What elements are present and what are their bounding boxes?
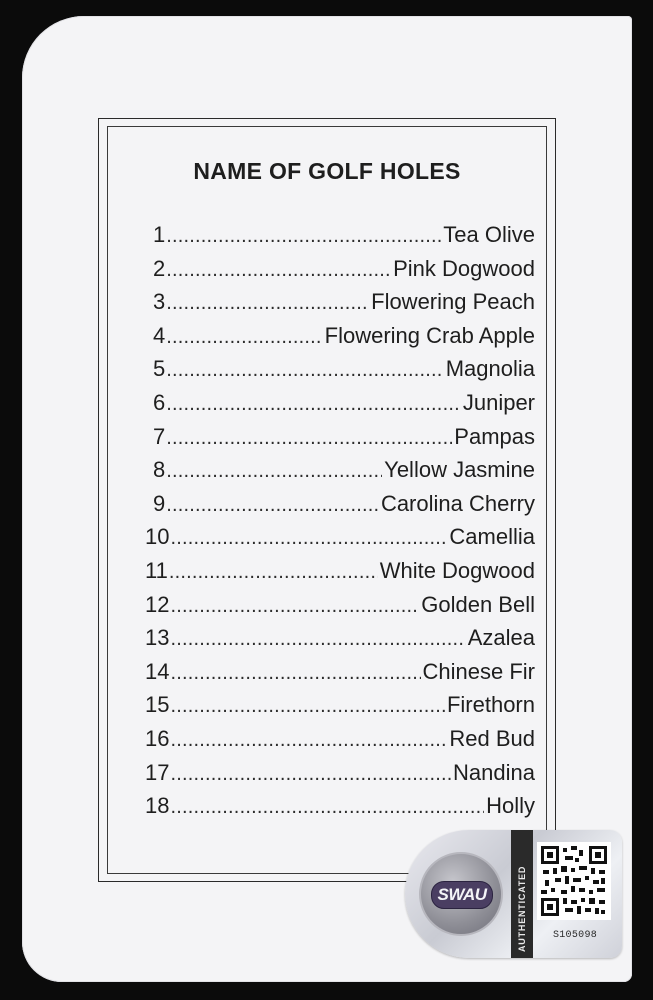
hole-name: Carolina Cherry	[380, 490, 535, 516]
hole-number: 9	[153, 490, 166, 516]
hole-number: 5	[153, 356, 166, 382]
hole-name: Flowering Crab Apple	[324, 322, 535, 348]
hole-number: 4	[153, 322, 166, 348]
hole-name: White Dogwood	[379, 557, 535, 583]
hole-name: Yellow Jasmine	[384, 457, 535, 483]
dot-leader	[166, 326, 322, 349]
hole-row	[145, 558, 535, 592]
hole-name: Nandina	[453, 759, 535, 785]
hole-number: 7	[153, 423, 166, 449]
dot-leader	[170, 628, 465, 651]
authenticated-label: AUTHENTICATED	[517, 865, 527, 952]
hole-row	[145, 793, 535, 827]
hole-number: 12	[145, 591, 170, 617]
hole-number: 2	[153, 255, 166, 281]
hole-name: Azalea	[467, 625, 535, 651]
hole-name: Holly	[486, 793, 535, 819]
swau-logo: SWAU	[431, 881, 493, 909]
hole-row	[145, 592, 535, 626]
dot-leader	[170, 695, 444, 718]
hole-row	[145, 491, 535, 525]
hole-row	[145, 356, 535, 390]
hole-number: 8	[153, 457, 166, 483]
hole-number: 16	[145, 725, 170, 751]
hole-number: 6	[153, 389, 166, 415]
hole-name: Chinese Fir	[422, 658, 535, 684]
dot-leader	[166, 427, 452, 450]
dot-leader	[166, 225, 441, 248]
hole-name: Pink Dogwood	[393, 255, 535, 281]
hole-name: Pampas	[454, 423, 535, 449]
dot-leader	[170, 763, 451, 786]
dot-leader	[170, 595, 419, 618]
dot-leader	[166, 393, 461, 416]
hole-row	[145, 424, 535, 458]
hole-row	[145, 222, 535, 256]
dot-leader	[170, 527, 447, 550]
hole-number: 11	[145, 557, 168, 583]
card-title: NAME OF GOLF HOLES	[193, 158, 461, 184]
hole-row	[145, 289, 535, 323]
hole-name: Golden Bell	[421, 591, 535, 617]
hole-number: 15	[145, 692, 170, 718]
hole-row	[145, 323, 535, 357]
dot-leader	[170, 796, 484, 819]
hole-name: Firethorn	[446, 692, 535, 718]
hole-row	[145, 524, 535, 558]
hole-name: Magnolia	[445, 356, 535, 382]
hole-number: 13	[145, 625, 170, 651]
hole-number: 1	[153, 222, 166, 247]
hole-number: 3	[153, 289, 166, 315]
hole-number: 14	[145, 658, 170, 684]
hologram-seal	[419, 852, 503, 936]
authentication-sticker	[405, 830, 622, 958]
dot-leader	[166, 359, 443, 382]
dot-leader	[169, 561, 378, 584]
hole-name: Tea Olive	[443, 222, 535, 247]
dot-leader	[166, 494, 379, 517]
dot-leader	[170, 662, 420, 685]
dot-leader	[166, 259, 391, 282]
hole-row	[145, 390, 535, 424]
dot-leader	[166, 460, 382, 483]
hole-row	[145, 726, 535, 760]
dot-leader	[166, 292, 369, 315]
hole-row	[145, 659, 535, 693]
dot-leader	[170, 729, 447, 752]
serial-number: S105098	[552, 930, 598, 941]
hole-number: 17	[145, 759, 170, 785]
hole-name: Flowering Peach	[371, 289, 535, 315]
hole-number: 18	[145, 793, 170, 819]
hole-number: 10	[145, 524, 170, 550]
hole-row	[145, 692, 535, 726]
qr-code-icon	[537, 842, 611, 920]
hole-name: Juniper	[462, 389, 535, 415]
hole-row	[145, 625, 535, 659]
hole-row	[145, 760, 535, 794]
hole-name: Red Bud	[449, 725, 535, 751]
hole-row	[145, 256, 535, 290]
hole-row	[145, 457, 535, 491]
qr-code-graphic	[541, 846, 607, 916]
golf-holes-list	[145, 222, 535, 827]
hole-name: Camellia	[449, 524, 535, 550]
